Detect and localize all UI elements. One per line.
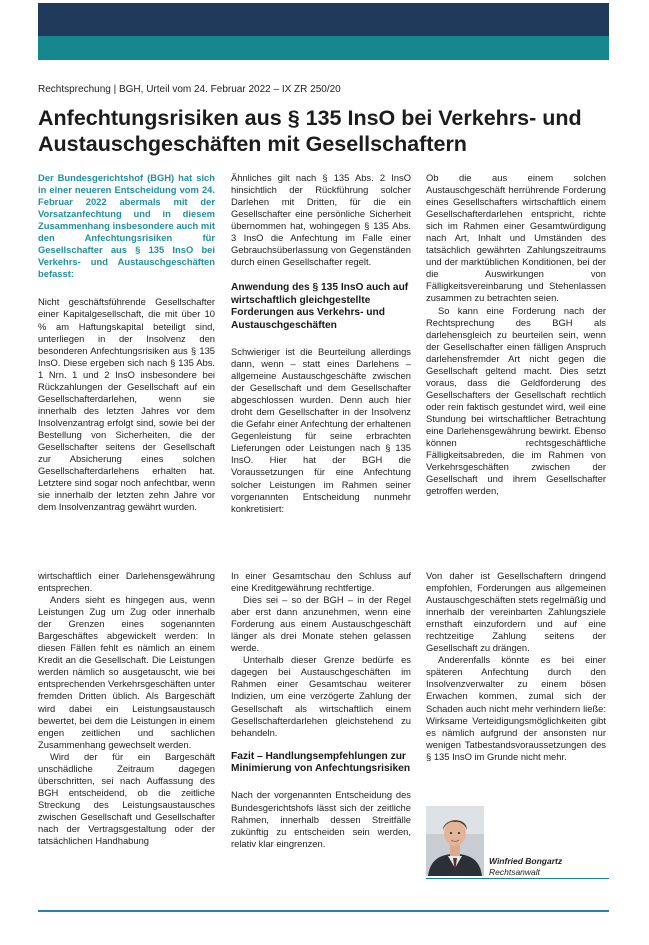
col1-paragraph-4: Wird der für ein Bargeschäft unschädliche Zeitraum dagegen überschritten, sei nach Auffassung des BGH entscheidend, ob die zeitliche Streckung des Leistungsaustausches zwischen Gesellschaft und Gesellschafter nach der Vertragsgestaltung oder der tatsächlichen Handhabung — [38, 750, 215, 847]
subheading-fazit: Fazit – Handlungsempfehlungen zur Minimierung von Anfechtungsrisiken — [231, 750, 411, 775]
col2-paragraph-1: Ähnliches gilt nach § 135 Abs. 2 InsO hinsichtlich der Rückführung solcher Darlehen mit Dritten, für die ein Gesellschafter eine persönliche Sicherheit übernommen hat, wohingegen § 135 Abs. 3 InsO die Anfechtung im Falle einer Gebrauchsüberlassung von Gegenständen durch einen Gesellschafter regelt. — [231, 172, 411, 268]
column-2-bottom — [231, 570, 411, 850]
column-1-top — [38, 172, 215, 513]
caption-divider — [426, 878, 609, 879]
author-portrait-icon — [426, 806, 484, 876]
col3-paragraph-4: Anderenfalls könnte es bei einer späteren Anfechtung durch den Insolvenzverwalter zu einem bösen Erwachen kommen, zumal sich der Schaden auch nicht mehr verhindern ließe: Wirksame Verteidigungsmöglichkeiten gibt es nämlich aufgrund der ansonsten nur wenigen Tatbestandsvoraussetzungen des § 135 InsO im Grunde nicht mehr. — [426, 654, 606, 762]
col2-paragraph-5: Unterhalb dieser Grenze bedürfe es dagegen bei Austauschgeschäften im Rahmen einer Gesamtschau weiterer Indizien, um eine verzögerte Zahlung der Gesellschaft als wirtschaftlich einem Gesellschafterdarlehen gleichstehend zu behandeln. — [231, 654, 411, 738]
column-1-bottom — [38, 570, 215, 847]
author-name: Winfried Bongartz — [489, 856, 563, 866]
column-3-bottom — [426, 570, 606, 763]
col2-paragraph-6: Nach der vorgenannten Entscheidung des Bundesgerichtshofs lässt sich der zeitliche Rahmen, innerhalb dessen Streitfälle zukünftig zu entscheiden sein werden, relativ klar eingrenzen. — [231, 789, 411, 849]
lead-paragraph: Der Bundesgerichtshof (BGH) hat sich in einer neueren Entscheidung vom 24. Februar 2022 abermals mit der Vorsatzanfechtung und in diesem Zusammenhang insbesondere auch mit den Anfechtungsrisiken für Gesellschafter aus § 135 InsO bei Verkehrs- und Austauschgeschäften befasst: — [38, 172, 215, 280]
col3-paragraph-1: Ob die aus einem solchen Austauschgeschäft herrührende Forderung eines Gesellschafters wirtschaftlich einem Gesellschafterdarlehen entspricht, richte sich im Rahmen einer Gesamtwürdigung nach Art, Inhalt und Umständen des tatsächlich gewährten Zahlungszeitraums und der marktüblichen Konditionen, bei der die Auswirkungen von Fälligkeitsvereinbarung und Stehenlassen zusammen zu betrachten seien. — [426, 172, 606, 304]
column-3-top — [426, 172, 606, 497]
footer-rule — [38, 910, 609, 912]
col3-paragraph-2: So kann eine Forderung nach der Rechtsprechung des BGH als darlehensgleich zu beurteilen sein, wenn der Gesellschafter einen fälligen Anspruch darlehensfremder Art nicht gegen die Gesellschaft geltend macht. Dies setzt voraus, dass die Geldforderung des Gesellschafters der Gesellschaft rechtlich oder rein faktisch gestundet wird, weil eine Stundung bei wirtschaftlicher Betrachtung eine Darlehensgewährung bewirkt. Ebenso können rechtsgeschäftliche Fälligkeitsabreden, die im Rahmen von Verkehrsgeschäften zwischen der Gesellschaft und ihrem Gesellschafter getroffen werden, — [426, 304, 606, 497]
col1-paragraph-3: Anders sieht es hingegen aus, wenn Leistungen Zug um Zug oder innerhalb der Grenzen eines sogenannten Bargeschäftes abgewickelt werden: In diesen Fällen fehlt es nämlich an einem Kredit an die Gesellschaft. Die Leistungen werden nämlich so ausgetauscht, wie bei entsprechenden Verkehrsgeschäften unter fremden Dritten üblich. Als Bargeschäft wird dabei ein Leistungsaustausch bewertet, bei dem die Leistungen in einem engen zeitlichen und sachlichen Zusammenhang gewechselt werden. — [38, 594, 215, 750]
col2-paragraph-2: Schwieriger ist die Beurteilung allerdings dann, wenn – statt eines Darlehens – allgemeine Austauschgeschäfte zwischen der Gesellschaft und dem Gesellschafter abgeschlossen wurden. Denn auch hier droht dem Gesellschafter in der Insolvenz die Gefahr einer Anfechtung der erhaltenen Gegenleistung für seine erbrachten Lieferungen oder Leistungen nach § 135 InsO. Hier hat der BGH die Voraussetzungen für eine Anfechtung solcher Leistungen im Rahmen seiner vorgenannten Entscheidung nunmehr konkretisiert: — [231, 346, 411, 514]
col1-paragraph-1: Nicht geschäftsführende Gesellschafter einer Kapitalgesellschaft, die mit über 10 % am Haftungskapital beteiligt sind, unterliegen in der Insolvenz den besonderen Anfechtungsrisiken aus § 135 InsO. Diese ergeben sich nach § 135 Abs. 1 Nrn. 1 und 2 InsO insbesondere bei Rückzahlungen der Gesellschaft auf ein Gesellschafterdarlehen, wenn sie innerhalb des letzten Jahres vor dem Insolvenzantrag erfolgt sind, sowie bei der Bestellung von Sicherheiten, die der Gesellschafter seitens der Gesellschaft zur Absicherung eines solchen Gesellschafterdarlehens erhalten hat. Letztere sind sogar noch anfechtbar, wenn sie innerhalb der letzten zehn Jahre vor dem Insolvenzantrag gewährt wurden. — [38, 296, 215, 513]
col2-paragraph-3: In einer Gesamtschau den Schluss auf eine Kreditgewährung rechtfertige. — [231, 570, 411, 594]
col1-paragraph-2: wirtschaftlich einer Darlehensgewährung entsprechen. — [38, 570, 215, 594]
header-band-dark — [38, 3, 609, 36]
article-kicker: Rechtsprechung | BGH, Urteil vom 24. Februar 2022 – IX ZR 250/20 — [38, 84, 341, 95]
header-band-teal — [38, 36, 609, 60]
col3-paragraph-3: Von daher ist Gesellschaftern dringend empfohlen, Forderungen aus allgemeinen Austauschgeschäften stets regelmäßig und innerhalb der vereinbarten Zahlungsziele ernsthaft einzufordern und auf eine rechtzeitige Zahlung seitens der Gesellschaft zu drängen. — [426, 570, 606, 654]
article-title: Anfechtungsrisiken aus § 135 InsO bei Verkehrs- und Austauschgeschäften mit Gesellschaftern — [38, 106, 582, 156]
author-role: Rechtsanwalt — [489, 867, 541, 877]
subheading-anwendung: Anwendung des § 135 InsO auch auf wirtschaftlich gleichgestellte Forderungen aus Verkehrs- und Austauschgeschäften — [231, 282, 409, 331]
column-2-top — [231, 172, 411, 515]
col2-paragraph-4: Dies sei – so der BGH – in der Regel aber erst dann anzunehmen, wenn eine Forderung aus einem Austauschgeschäft länger als drei Monate stehen gelassen werde. — [231, 594, 411, 654]
author-photo — [426, 806, 484, 876]
